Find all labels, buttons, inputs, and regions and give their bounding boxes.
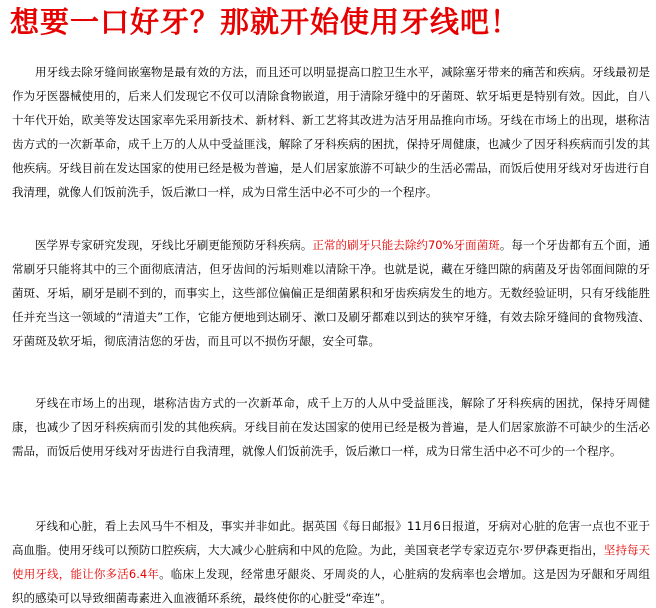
paragraph-floss-and-heart	[12, 514, 650, 608]
article-headline: 想要一口好牙？那就开始使用牙线吧！	[10, 5, 521, 39]
paragraph-floss-market-revolution: 牙线在市场上的出现，堪称洁齿方式的一次新革命，成千上万的人从中受益匪浅，解除了牙科疾病的困扰，保持牙周健康，也减少了因牙科疾病而引发的其他疾病。牙线目前在发达国家的使用已经是极为普遍，是人们居家旅游不可缺少的生活必需品，而饭后使用牙线对牙齿进行自我清理，就像人们饭前洗手，饭后漱口一样，成为日常生活中必不可少的一个程序。	[12, 396, 650, 458]
paragraph-text: 医学界专家研究发现，牙线比牙刷更能预防牙科疾病。	[35, 238, 313, 252]
paragraph-text: 。临床上发现，经常患牙龈炎、牙周炎的人，心脏病的发病率也会增加。这是因为牙龈和牙周组织的感染可以导致细菌毒素进入血液循环系统，最终使你的心脏受“牵连”。	[12, 567, 650, 605]
paragraph-expert-research	[12, 233, 650, 353]
paragraph-text: 。每一个牙齿都有五个面，通常刷牙只能将其中的三个面彻底清洁，但牙齿间的污垢则难以清除干净。也就是说，藏在牙缝凹隙的病菌及牙齿邻面间隙的牙菌斑、牙垢，刷牙是刷不到的，而事实上，这些部位偏偏正是细菌累积和牙齿疾病发生的地方。无数经验证明，只有牙线能胜任并充当这一领域的“清道夫”工作，它能方便地到达刷牙、漱口及刷牙都难以到达的狭窄牙缝，有效去除牙缝间的食物残渣、牙菌斑及软牙垢，彻底清洁您的牙齿，而且可以不损伤牙龈，安全可靠。	[12, 238, 651, 348]
paragraph-text: 牙线和心脏，看上去风马牛不相及，事实并非如此。据英国《每日邮报》11月6日报道，牙病对心脏的危害一点也不亚于高血脂。使用牙线可以预防口腔疾病，大大减少心脏病和中风的危险。为此，美国衰老学专家迈克尔·罗伊森更指出，	[12, 519, 650, 557]
paragraph-floss-introduction: 用牙线去除牙缝间嵌塞物是最有效的方法，而且还可以明显提高口腔卫生水平，减除塞牙带来的痛苦和疾病。牙线最初是作为牙医器械使用的，后来人们发现它不仅可以清除食物嵌道，用于清除牙缝中的牙菌斑、软牙垢更是特别有效。因此，自八十年代开始，欧美等发达国家率先采用新技术、新材料、新工艺将其改进为洁牙用品推向市场。牙线在市场上的出现，堪称洁齿方式的一次新革命，成千上万的人从中受益匪浅，解除了牙科疾病的困扰，保持牙周健康，也减少了因牙科疾病而引发的其他疾病。牙线目前在发达国家的使用已经是极为普遍，是人们居家旅游不可缺少的生活必需品，而饭后使用牙线对牙齿进行自我清理，就像人们饭前洗手，饭后漱口一样，成为日常生活中必不可少的一个程序。	[12, 65, 650, 199]
highlighted-lifespan-statement: 坚持每天使用牙线，能让你多活6.4年	[12, 543, 651, 581]
highlighted-plaque-statement: 正常的刷牙只能去除约70%牙面菌斑	[312, 238, 500, 252]
